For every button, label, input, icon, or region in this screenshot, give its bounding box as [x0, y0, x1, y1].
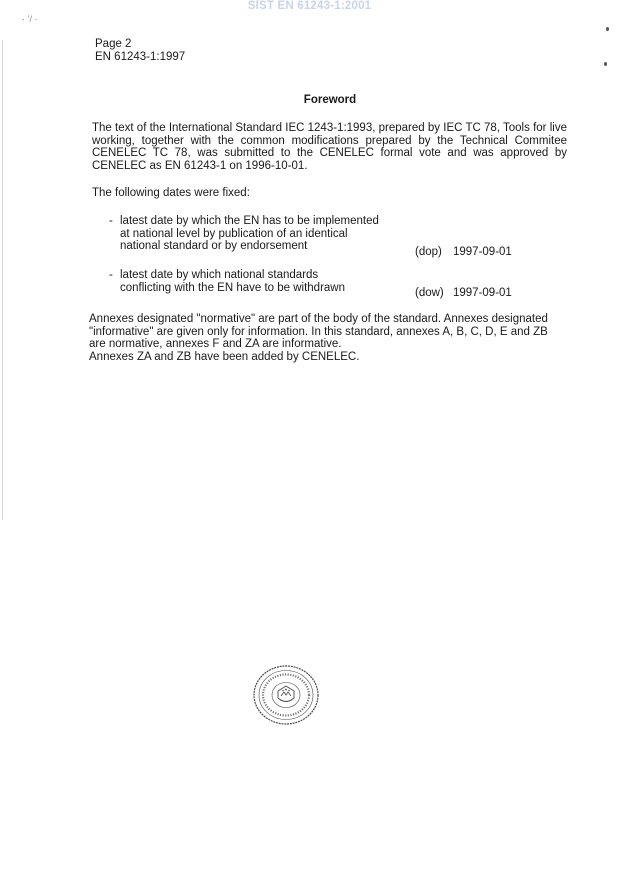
- date-item-line: national standard or by endorsement: [120, 240, 308, 252]
- scan-noise-mark: · ’/ ·: [22, 14, 38, 24]
- date-value: 1997-09-01: [453, 287, 512, 299]
- page-number: Page 2: [95, 38, 132, 50]
- list-dash: -: [109, 269, 113, 281]
- date-value: 1997-09-01: [453, 246, 512, 258]
- annexes-line: are normative, annexes F and ZA are informative.: [89, 338, 342, 350]
- foreword-paragraph: The text of the International Standard IEC 1243-1:1993, prepared by IEC TC 78, Tools for live working, together with the common modifications prepared by the Technical Commitee CENELEC TC 78, was submitted to the CENELEC formal vote and was approved by CENELEC as EN 61243-1 on 1996-10-01.: [92, 122, 567, 172]
- date-item-line: latest date by which national standards: [120, 269, 319, 281]
- watermark: SIST EN 61243-1:2001: [247, 0, 372, 12]
- document-code: EN 61243-1:1997: [95, 51, 186, 63]
- date-item-text: [120, 215, 400, 253]
- date-code: (dop): [415, 246, 442, 258]
- date-code: (dow): [415, 287, 444, 299]
- page-header: [95, 38, 185, 64]
- scan-speck: [606, 27, 609, 31]
- list-dash: -: [109, 215, 113, 227]
- official-seal-stamp: [252, 664, 320, 726]
- annexes-line: Annexes ZA and ZB have been added by CENELEC.: [89, 350, 360, 363]
- date-item-line: at national level by publication of an identical: [120, 227, 348, 240]
- dates-intro-paragraph: The following dates were fixed:: [92, 187, 250, 199]
- annexes-paragraph: [89, 313, 561, 363]
- date-item-line: latest date by which the EN has to be implemented: [120, 215, 379, 227]
- scan-speck: [604, 62, 607, 66]
- scan-margin-line: [2, 40, 3, 520]
- date-item-line: conflicting with the EN have to be withdrawn: [120, 281, 346, 294]
- date-item-text: [120, 269, 400, 294]
- annexes-line: Annexes designated "normative" are part of the body of the standard. Annexes designated: [89, 313, 548, 325]
- section-title: Foreword: [303, 94, 357, 106]
- annexes-line: "informative" are given only for information. In this standard, annexes A, B, C, D, E and ZB: [89, 325, 548, 338]
